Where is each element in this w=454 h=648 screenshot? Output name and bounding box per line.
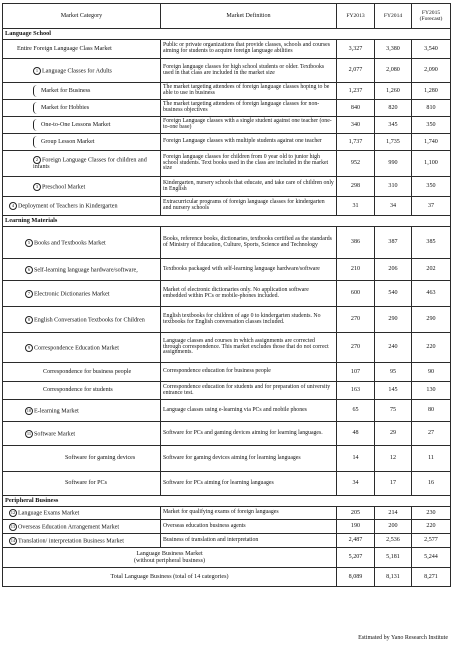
row-label: Correspondence Education Market [34, 344, 119, 351]
value-fy2014: 540 [375, 281, 412, 307]
row-label: English Conversation Textbooks for Children [34, 316, 145, 323]
row-label: Preschool Market [42, 183, 86, 190]
row-definition: Public or private organizations that provide classes, schools and courses aiming for students to acquire foreign language abilities [161, 40, 337, 59]
value-fy2013: 163 [337, 382, 375, 400]
row-label: Translation/ interpretation Business Market [18, 537, 124, 544]
value-fy2014: 240 [375, 333, 412, 363]
value-fy2015: 90 [412, 363, 451, 382]
number-marker: 4 [9, 202, 17, 210]
table-row [3, 83, 451, 100]
row-label: Language Classes for Adults [42, 67, 112, 74]
value-fy2015: 350 [412, 177, 451, 197]
table-row [3, 446, 451, 472]
row-definition: Business of translation and interpretation [161, 534, 337, 548]
value-fy2013: 31 [337, 197, 375, 216]
value-fy2013: 1,737 [337, 134, 375, 151]
row-label: Correspondence for business people [3, 363, 161, 382]
row-definition: Language classes and courses in which assignments are corrected through correspondence. This market excludes those that do not correct assignments. [161, 333, 337, 363]
row-label-cell [3, 333, 161, 363]
table-row [3, 520, 451, 534]
table-row [3, 507, 451, 520]
section-title-materials: Learning Materials [3, 216, 451, 227]
row-definition: Books, reference books, dictionaries, textbooks certified as the standards of Ministry of Education, Culture, Sports, Science and Technology [161, 227, 337, 259]
number-marker: 12 [10, 510, 16, 515]
table-row [3, 422, 451, 446]
row-definition: English textbooks for children of age 0 to kindergarten students. No textbooks for English conversation classes included. [161, 307, 337, 333]
value-fy2015: 350 [412, 117, 451, 134]
row-label: One-to-One Lessons Market [41, 121, 111, 128]
brace-bracket [33, 136, 39, 148]
value-fy2015: 37 [412, 197, 451, 216]
row-label-cell [3, 59, 161, 83]
value-fy2013: 107 [337, 363, 375, 382]
row-definition: Market for qualifying exams of foreign languages [161, 507, 337, 520]
value-fy2015: 1,280 [412, 83, 451, 100]
number-marker: 11 [26, 430, 32, 436]
value-fy2013: 8,089 [337, 568, 375, 587]
row-label: Foreign Language Classes for children and infants [33, 157, 147, 171]
row-label: Software for gaming devices [3, 446, 161, 472]
value-fy2013: 14 [337, 446, 375, 472]
fy2015-label: FY2015 [421, 9, 441, 16]
row-label: Group Lesson Market [41, 138, 95, 145]
value-fy2014: 34 [375, 197, 412, 216]
value-fy2014: 5,181 [375, 548, 412, 568]
value-fy2014: 145 [375, 382, 412, 400]
row-definition: The market targeting attendees of foreign language classes hoping to be able to use in business [161, 83, 337, 100]
row-label: Correspondence for students [3, 382, 161, 400]
value-fy2015: 2,090 [412, 59, 451, 83]
value-fy2015: 463 [412, 281, 451, 307]
table-row [3, 382, 451, 400]
row-label: E-learning Market [34, 407, 79, 414]
row-definition: Foreign language classes for high school students or older. Textbooks used in that class are included in the market size [161, 59, 337, 83]
value-fy2015: 810 [412, 100, 451, 117]
value-fy2013: 65 [337, 400, 375, 422]
number-marker: 1 [33, 67, 41, 75]
row-label: Software Market [34, 430, 76, 437]
header-definition: Market Definition [161, 4, 337, 29]
row-label-cell [3, 534, 161, 548]
section-title-school: Language School [3, 29, 451, 40]
value-fy2013: 34 [337, 472, 375, 496]
row-label: Self-learning language hardware/software, [34, 266, 138, 273]
brace-bracket [33, 102, 39, 114]
table-row [3, 177, 451, 197]
number-marker: 7 [25, 290, 33, 298]
value-fy2014: 8,131 [375, 568, 412, 587]
row-definition: Software for gaming devices aiming for learning languages [161, 446, 337, 472]
header-fy2014: FY2014 [375, 4, 412, 29]
value-fy2013: 270 [337, 333, 375, 363]
market-table [2, 3, 451, 587]
row-label-cell [3, 227, 161, 259]
row-definition: Textbooks packaged with self-learning language hardware/software [161, 259, 337, 281]
header-category: Market Category [3, 4, 161, 29]
value-fy2015: 290 [412, 307, 451, 333]
value-fy2014: 820 [375, 100, 412, 117]
table-row [3, 281, 451, 307]
value-fy2013: 48 [337, 422, 375, 446]
row-label: Market for Hobbies [41, 104, 90, 111]
value-fy2015: 16 [412, 472, 451, 496]
row-definition: Market of electronic dictionaries only. No application software embedded within PCs or mobile-phones included. [161, 281, 337, 307]
table-row [3, 333, 451, 363]
row-label-cell [3, 117, 161, 134]
subtotal-label-cell [3, 548, 337, 568]
brace-bracket [33, 119, 39, 131]
value-fy2015: 8,271 [412, 568, 451, 587]
value-fy2014: 3,380 [375, 40, 412, 59]
header-row [3, 4, 451, 29]
row-label-cell [3, 100, 161, 117]
number-marker: 13 [10, 523, 16, 529]
row-definition: The market targeting attendees of foreign language classes for non-business objectives [161, 100, 337, 117]
section-row-school [3, 29, 451, 40]
value-fy2014: 990 [375, 151, 412, 177]
number-marker: 3 [33, 183, 41, 191]
number-marker: 6 [25, 266, 33, 274]
value-fy2015: 220 [412, 333, 451, 363]
value-fy2015: 385 [412, 227, 451, 259]
table-row [3, 534, 451, 548]
row-definition: Correspondence education for students and for preparation of university entrance test. [161, 382, 337, 400]
row-label-cell [3, 507, 161, 520]
row-definition: Correspondence education for business people [161, 363, 337, 382]
value-fy2013: 205 [337, 507, 375, 520]
value-fy2014: 290 [375, 307, 412, 333]
total-label: Total Language Business (total of 14 categories) [3, 568, 337, 587]
row-definition: Foreign Language classes with multiple students against one teacher [161, 134, 337, 151]
row-definition: Kindergarten, nursery schools that educate, and take care of children only in English [161, 177, 337, 197]
value-fy2013: 1,237 [337, 83, 375, 100]
table-row [3, 307, 451, 333]
subtotal-label: Language Business Market [136, 550, 203, 557]
row-label-cell [3, 151, 161, 177]
table-row [3, 197, 451, 216]
table-row [3, 400, 451, 422]
value-fy2014: 387 [375, 227, 412, 259]
row-label-cell [3, 400, 161, 422]
value-fy2013: 386 [337, 227, 375, 259]
subtotal-row [3, 548, 451, 568]
row-label: Electronic Dictionaries Market [34, 290, 110, 297]
value-fy2013: 5,207 [337, 548, 375, 568]
value-fy2014: 2,536 [375, 534, 412, 548]
number-marker: 8 [25, 316, 33, 324]
table-row [3, 100, 451, 117]
table-row [3, 363, 451, 382]
table-row [3, 40, 451, 59]
row-label: Software for PCs [3, 472, 161, 496]
row-definition: Foreign language classes for children from 0 year old to junior high school students. Text books used in the class are included in the market size [161, 151, 337, 177]
value-fy2015: 80 [412, 400, 451, 422]
value-fy2015: 202 [412, 259, 451, 281]
value-fy2015: 11 [412, 446, 451, 472]
table-row [3, 472, 451, 496]
row-label-cell [3, 307, 161, 333]
row-label-cell [3, 83, 161, 100]
value-fy2014: 17 [375, 472, 412, 496]
row-definition: Software for PCs aiming for learning languages [161, 472, 337, 496]
value-fy2014: 29 [375, 422, 412, 446]
section-row-materials [3, 216, 451, 227]
section-row-peripheral [3, 496, 451, 507]
header-fy2013: FY2013 [337, 4, 375, 29]
section-title-peripheral: Peripheral Business [3, 496, 451, 507]
header-fy2015 [412, 4, 451, 29]
value-fy2015: 230 [412, 507, 451, 520]
value-fy2014: 1,260 [375, 83, 412, 100]
row-label: Overseas Education Arrangement Market [18, 523, 120, 530]
table-row [3, 134, 451, 151]
row-label: Language Exams Market [18, 510, 80, 517]
row-label: Entire Foreign Language Class Market [3, 40, 161, 59]
value-fy2013: 3,327 [337, 40, 375, 59]
number-marker: 10 [26, 407, 32, 413]
table-row [3, 117, 451, 134]
row-definition: Language classes using e-learning via PCs and mobile phones [161, 400, 337, 422]
row-label-cell [3, 134, 161, 151]
value-fy2013: 2,077 [337, 59, 375, 83]
row-definition: Software for PCs and gaming devices aiming for learning languages. [161, 422, 337, 446]
value-fy2013: 952 [337, 151, 375, 177]
subtotal-sublabel: (without peripheral business) [133, 557, 206, 564]
row-definition: Extracurricular programs of foreign language classes for kindergarten and nursery schools [161, 197, 337, 216]
value-fy2014: 345 [375, 117, 412, 134]
value-fy2013: 210 [337, 259, 375, 281]
row-definition: Foreign Language classes with a single student against one teacher (one-to-one base) [161, 117, 337, 134]
brace-bracket [33, 85, 39, 97]
number-marker: 5 [25, 239, 33, 247]
value-fy2013: 298 [337, 177, 375, 197]
value-fy2013: 190 [337, 520, 375, 534]
value-fy2013: 340 [337, 117, 375, 134]
row-label-cell [3, 197, 161, 216]
value-fy2013: 600 [337, 281, 375, 307]
value-fy2015: 1,740 [412, 134, 451, 151]
value-fy2014: 95 [375, 363, 412, 382]
value-fy2015: 5,244 [412, 548, 451, 568]
number-marker: 14 [10, 537, 16, 543]
number-marker: 2 [33, 156, 41, 164]
value-fy2014: 1,735 [375, 134, 412, 151]
row-definition: Overseas education business agents [161, 520, 337, 534]
number-marker: 9 [25, 344, 33, 352]
row-label: Market for Business [41, 87, 91, 94]
value-fy2015: 220 [412, 520, 451, 534]
value-fy2014: 310 [375, 177, 412, 197]
total-row [3, 568, 451, 587]
row-label-cell [3, 177, 161, 197]
value-fy2014: 2,080 [375, 59, 412, 83]
value-fy2015: 1,100 [412, 151, 451, 177]
forecast-label: (Forecast) [419, 16, 443, 22]
value-fy2015: 130 [412, 382, 451, 400]
value-fy2014: 200 [375, 520, 412, 534]
table-row [3, 151, 451, 177]
row-label-cell [3, 259, 161, 281]
value-fy2015: 27 [412, 422, 451, 446]
value-fy2013: 840 [337, 100, 375, 117]
table-row [3, 227, 451, 259]
value-fy2014: 206 [375, 259, 412, 281]
value-fy2015: 2,577 [412, 534, 451, 548]
row-label-cell [3, 422, 161, 446]
row-label: Books and Textbooks Market [34, 239, 106, 246]
row-label: Deployment of Teachers in Kindergarten [18, 203, 118, 210]
table-row [3, 259, 451, 281]
row-label-cell [3, 281, 161, 307]
value-fy2014: 12 [375, 446, 412, 472]
value-fy2013: 270 [337, 307, 375, 333]
value-fy2014: 75 [375, 400, 412, 422]
row-label-cell [3, 520, 161, 534]
source-credit: Estimated by Yano Research Institute [358, 635, 448, 641]
value-fy2015: 3,540 [412, 40, 451, 59]
value-fy2014: 214 [375, 507, 412, 520]
value-fy2013: 2,487 [337, 534, 375, 548]
table-row [3, 59, 451, 83]
